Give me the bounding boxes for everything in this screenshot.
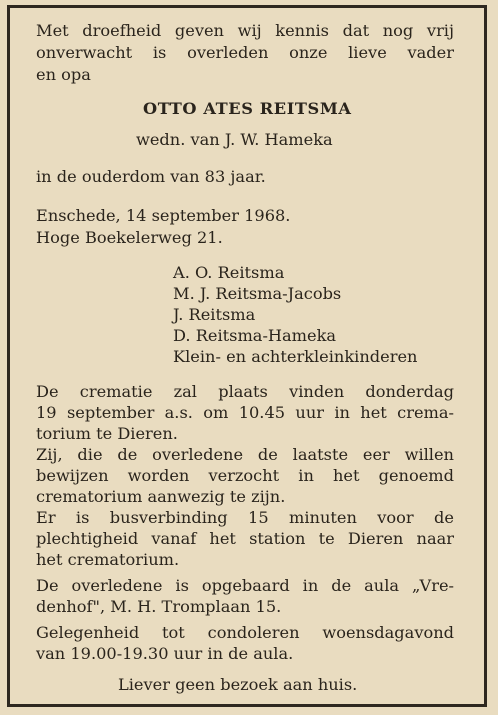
body-line: Gelegenheid tot condoleren woensdagavond [36,623,454,642]
age-line: in de ouderdom van 83 jaar. [36,167,266,186]
family-member: D. Reitsma-Hameka [173,326,337,345]
intro-line-2: onverwacht is overleden onze lieve vader [36,43,454,62]
body-line: Er is busverbinding 15 minuten voor de [36,508,454,527]
place-date: Enschede, 14 september 1968. [36,206,291,225]
deceased-name: OTTO ATES REITSMA [143,99,352,118]
body-line: torium te Dieren. [36,424,178,443]
body-line: 19 september a.s. om 10.45 uur in het crema- [36,403,454,422]
body-line: van 19.00-19.30 uur in de aula. [36,644,294,663]
family-member: Klein- en achterkleinkinderen [173,347,418,366]
body-line: crematorium aanwezig te zijn. [36,487,286,506]
family-member: M. J. Reitsma-Jacobs [173,284,342,303]
family-member: A. O. Reitsma [173,263,285,282]
body-line: De crematie zal plaats vinden donderdag [36,382,454,401]
address: Hoge Boekelerweg 21. [36,228,223,247]
body-line: bewijzen worden verzocht in het genoemd [36,466,454,485]
body-line: plechtigheid vanaf het station te Dieren naar [36,529,454,548]
body-line: Zij, die de overledene de laatste eer willen [36,445,454,464]
family-member: J. Reitsma [173,305,256,324]
widower-of: wedn. van J. W. Hameka [136,130,333,149]
intro-line-1: Met droefheid geven wij kennis dat nog vrij [36,21,454,40]
closing-line: Liever geen bezoek aan huis. [118,675,358,694]
body-line: het crematorium. [36,550,180,569]
body-line: denhof", M. H. Tromplaan 15. [36,597,282,616]
body-line: De overledene is opgebaard in de aula „Vre- [36,576,454,595]
intro-line-3: en opa [36,65,91,84]
